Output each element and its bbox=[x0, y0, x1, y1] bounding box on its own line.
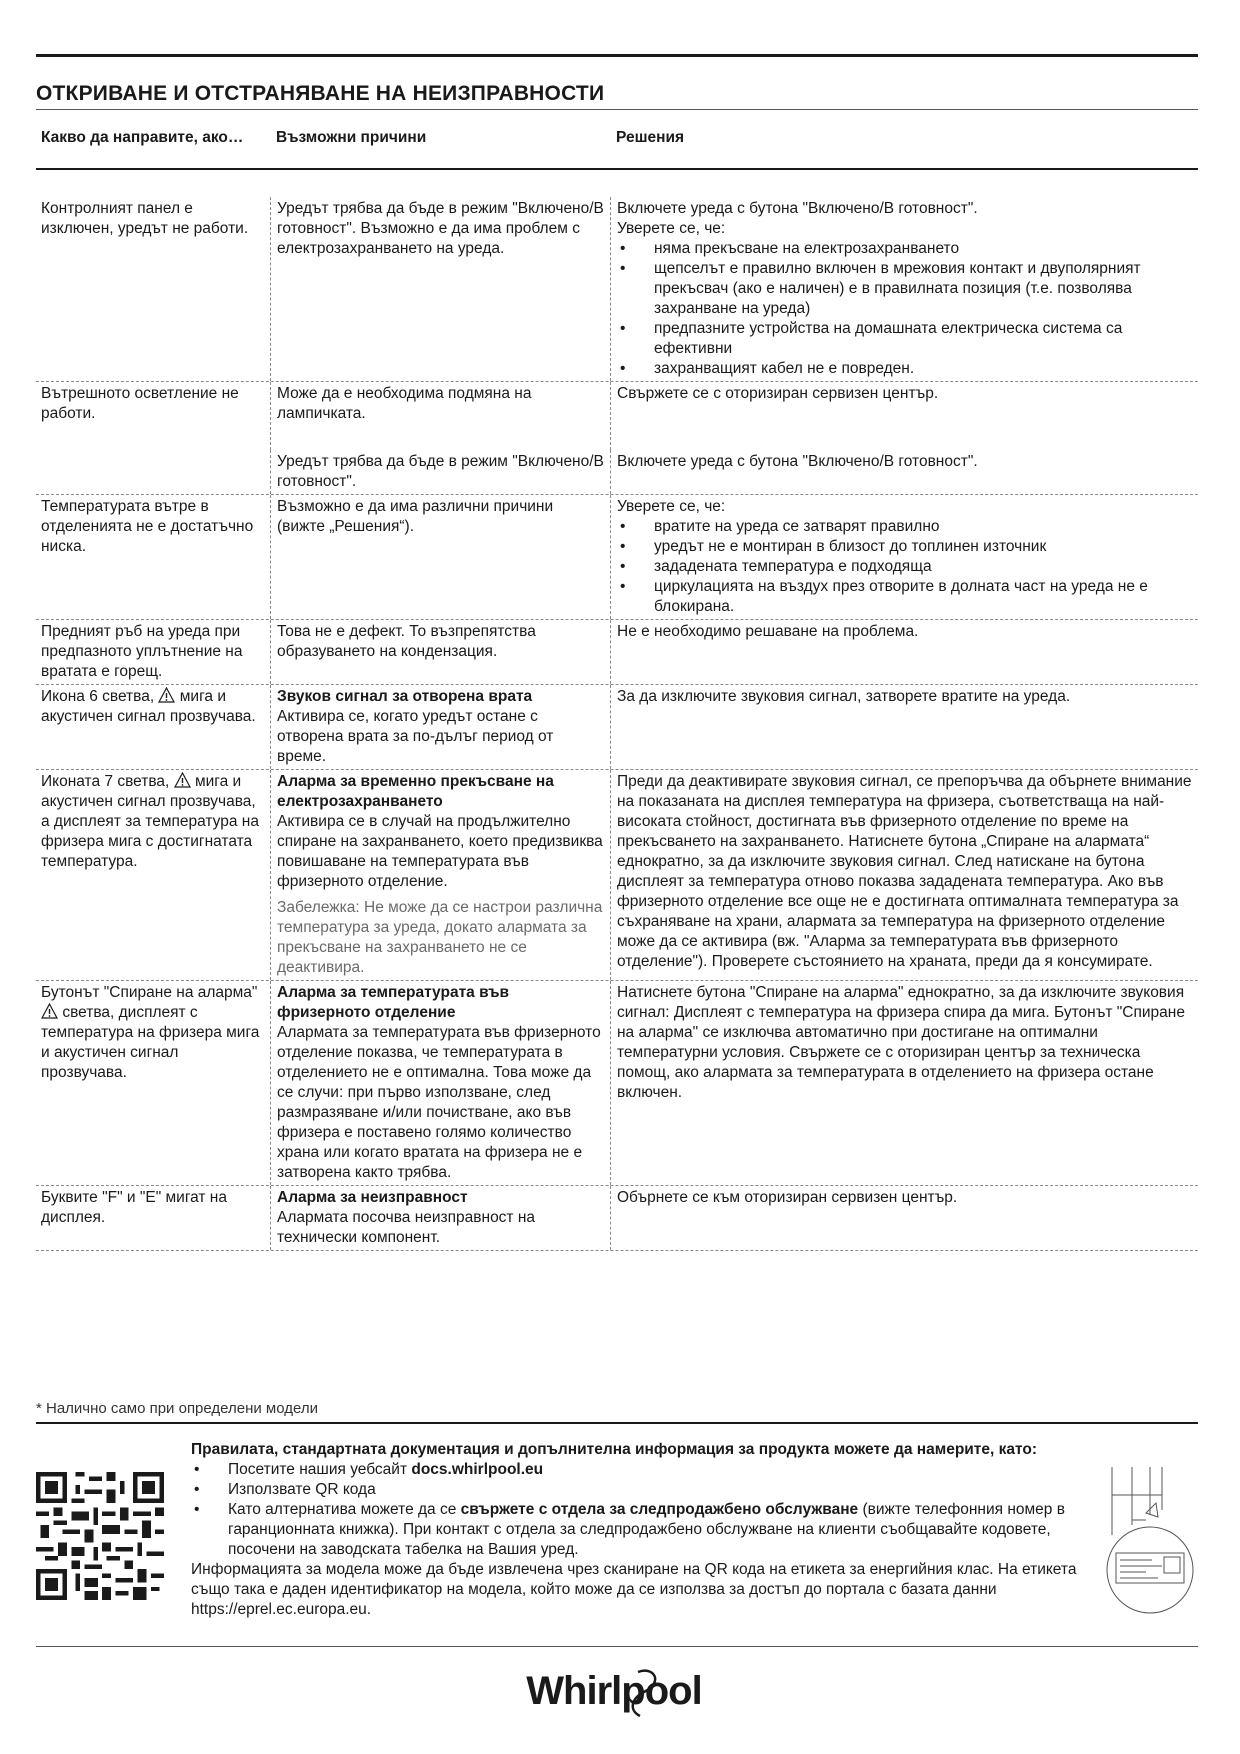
cause-title: Аларма за температурата във фризерното отделение bbox=[277, 984, 510, 1021]
bullet-text: предпазните устройства на домашната електрическа система са ефективни bbox=[654, 320, 1123, 357]
list-item bbox=[617, 239, 1194, 259]
solution-cell: За да изключите звуковия сигнал, затворете вратите на уреда. bbox=[610, 685, 1198, 769]
problem-text: мига и акустичен сигнал прозвучава. bbox=[41, 688, 256, 725]
problem-text: Иконата 7 светва, bbox=[41, 773, 170, 790]
solution-cell: Обърнете се към оторизиран сервизен център. bbox=[610, 1186, 1198, 1250]
problem-cell-empty bbox=[36, 450, 270, 494]
problem-cell bbox=[36, 770, 270, 980]
solution-cell: Преди да деактивирате звуковия сигнал, се препоръчва да обърнете внимание на показаната на дисплея температура на фризера, съответстваща на най-високата стойност, достигната във фризерното отделение по време на прекъсването на захранването. Натиснете бутона „Спиране на алармата“ еднократно, за да изключите звуковия сигнал. След натискане на бутона дисплеят за температура отново показва зададената температура. Ако във фризерното отделение все още не е достигната оптималната температура за съхраняване на храни, алармата за температура на фризерното отделение може да се активира (вж. "Аларма за температурата във фризерното отделение"). Проверете състоянието на храната, преди да я консумирате. bbox=[610, 770, 1198, 980]
solution-list bbox=[617, 239, 1194, 379]
solution-cell: Свържете се с оторизиран сервизен център. bbox=[610, 382, 1198, 450]
cause-text: Активира се в случай на продължително спиране на захранването, което предизвиква повишаване на температурата във фризерното отделение. bbox=[277, 813, 603, 890]
troubleshooting-table bbox=[36, 197, 1198, 1251]
header-rule bbox=[36, 168, 1198, 170]
problem-text: светва, дисплеят с температура на фризера мига и акустичен сигнал прозвучава. bbox=[41, 1004, 260, 1081]
cause-title: Аларма за неизправност bbox=[277, 1189, 468, 1206]
info-text: Като алтернатива можете да се bbox=[228, 1501, 461, 1518]
problem-cell bbox=[36, 685, 270, 769]
footnote: * Налично само при определени модели bbox=[36, 1400, 318, 1417]
title-rule bbox=[36, 109, 1198, 110]
bullet-icon: • bbox=[620, 538, 626, 555]
cause-cell bbox=[270, 685, 610, 769]
problem-cell: Контролният панел е изключен, уредът не работи. bbox=[41, 200, 249, 237]
info-text: (вижте телефонния номер в гаранционната книжка). При контакт с отдела за следпродажбено обслужване на клиенти съобщавайте кодовете, посочени на заводската табелка на Вашия уред. bbox=[228, 1501, 1065, 1558]
brand-logo-text: Whirlpool bbox=[526, 1669, 702, 1713]
solution-cell: Включете уреда с бутона "Включено/В готовност". bbox=[610, 450, 1198, 494]
info-paragraph: Информацията за модела може да бъде извлечена чрез сканиране на QR кода на етикета за енергийния клас. На етикета също така е даден идентификатор на модела, който може да се използва за достъп до портала с базата данни https://eprel.ec.europa.eu. bbox=[191, 1561, 1077, 1618]
bullet-icon: • bbox=[194, 1481, 200, 1498]
table-row bbox=[36, 685, 1198, 770]
bullet-icon: • bbox=[620, 240, 626, 257]
solution-cell: Натиснете бутона "Спиране на аларма" еднократно, за да изключите звуковия сигнал: Дисплеят с температура на фризера спира да мига. Бутонът "Спиране на аларма" се изключва автоматично при достигане на оптимални температурни условия. Свържете се с оторизиран център за техническа помощ, ако алармата за температурата в отделението на фризера остане включен. bbox=[610, 981, 1198, 1185]
info-list bbox=[191, 1460, 1091, 1560]
cause-text: Алармата посочва неизправност на технически компонент. bbox=[277, 1209, 536, 1246]
table-row bbox=[36, 450, 1198, 495]
table-row bbox=[36, 1186, 1198, 1251]
problem-cell: Вътрешното осветление не работи. bbox=[41, 385, 239, 422]
solution-check: Уверете се, че: bbox=[617, 220, 726, 237]
solution-list bbox=[617, 517, 1194, 617]
cause-title: Звуков сигнал за отворена врата bbox=[277, 688, 533, 705]
problem-text: мига и акустичен сигнал прозвучава, а дисплеят за температура на фризера мига с достигнатата температура. bbox=[41, 773, 259, 870]
warning-icon bbox=[41, 1003, 58, 1019]
bullet-icon: • bbox=[620, 320, 626, 337]
table-row bbox=[36, 495, 1198, 620]
column-header-problem: Какво да направите, ако… bbox=[41, 129, 244, 146]
table-row bbox=[36, 382, 1198, 450]
bullet-text: вратите на уреда се затварят правилно bbox=[654, 518, 940, 535]
solution-check: Уверете се, че: bbox=[617, 498, 726, 515]
warning-icon bbox=[174, 772, 191, 788]
list-item bbox=[191, 1460, 1091, 1480]
bullet-text: уредът не е монтиран в близост до топлинен източник bbox=[654, 538, 1047, 555]
solution-cell bbox=[610, 197, 1198, 381]
bullet-icon: • bbox=[620, 260, 626, 277]
solution-cell: Не е необходимо решаване на проблема. bbox=[610, 620, 1198, 684]
cause-cell: Може да е необходима подмяна на лампичката. bbox=[270, 382, 610, 450]
website-link[interactable]: docs.whirlpool.eu bbox=[411, 1461, 544, 1478]
table-row bbox=[36, 620, 1198, 685]
table-row bbox=[36, 981, 1198, 1186]
list-item bbox=[617, 517, 1194, 537]
column-header-solutions: Решения bbox=[616, 129, 685, 146]
cause-cell: Възможно е да има различни причини (вижте „Решения“). bbox=[270, 495, 610, 619]
bullet-icon: • bbox=[194, 1461, 200, 1478]
column-header-causes: Възможни причини bbox=[276, 129, 427, 146]
problem-text: Бутонът "Спиране на аларма" bbox=[41, 984, 258, 1001]
solution-cell bbox=[610, 495, 1198, 619]
footer-rule bbox=[36, 1422, 1198, 1424]
bullet-icon: • bbox=[620, 578, 626, 595]
info-block bbox=[191, 1440, 1091, 1620]
table-row bbox=[36, 197, 1198, 382]
cause-cell bbox=[270, 1186, 610, 1250]
bullet-text: няма прекъсване на електрозахранването bbox=[654, 240, 960, 257]
bullet-icon: • bbox=[620, 558, 626, 575]
warning-icon bbox=[158, 687, 175, 703]
problem-cell: Предният ръб на уреда при предпазното уплътнение на вратата е горещ. bbox=[41, 623, 243, 680]
cause-cell: Това не е дефект. То възпрепятства образуването на кондензация. bbox=[270, 620, 610, 684]
bullet-text: циркулацията на въздух през отворите в долната част на уреда не е блокирана. bbox=[654, 578, 1148, 615]
list-item bbox=[617, 359, 1194, 379]
cause-text: Активира се, когато уредът остане с отворена врата за по-дълъг период от време. bbox=[277, 708, 554, 765]
cause-cell: Уредът трябва да бъде в режим "Включено/В готовност". bbox=[270, 450, 610, 494]
cause-note: Забележка: Не може да се настрои различна температура за уреда, докато алармата за прекъсване на захранването не се деактивира. bbox=[277, 899, 603, 976]
info-text: Използвате QR кода bbox=[228, 1481, 376, 1498]
page-title: ОТКРИВАНЕ И ОТСТРАНЯВАНЕ НА НЕИЗПРАВНОСТИ bbox=[36, 82, 605, 105]
cause-title: Аларма за временно прекъсване на електрозахранването bbox=[277, 773, 554, 810]
info-text: Посетите нашия уебсайт bbox=[228, 1461, 412, 1478]
problem-cell: Температурата вътре в отделенията не е достатъчно ниска. bbox=[41, 498, 254, 555]
top-rule bbox=[36, 54, 1198, 57]
bottom-rule bbox=[36, 1646, 1198, 1647]
page bbox=[36, 0, 1198, 1754]
bullet-text: зададената температура е подходяща bbox=[654, 558, 932, 575]
cause-cell bbox=[270, 770, 610, 980]
bullet-icon: • bbox=[620, 360, 626, 377]
bullet-icon: • bbox=[194, 1501, 200, 1518]
problem-cell bbox=[36, 981, 270, 1185]
bullet-text: щепселът е правилно включен в мрежовия контакт и двуполярният прекъсвач (ако е наличен) е в правилната позиция (т.е. позволява захранване на уреда) bbox=[654, 260, 1141, 317]
problem-cell: Буквите "F" и "E" мигат на дисплея. bbox=[41, 1189, 227, 1226]
problem-text: Икона 6 светва, bbox=[41, 688, 155, 705]
list-item bbox=[617, 557, 1194, 577]
appliance-label-icon bbox=[1102, 1465, 1198, 1615]
table-row bbox=[36, 770, 1198, 981]
cause-text: Алармата за температурата във фризерното отделение показва, че температурата в отделението не е оптимална. Това може да се случи: при първо използване, след размразяване и/или почистване, ако във фризера е поставено голямо количество храна или когато вратата на фризера не е затворена както трябва. bbox=[277, 1024, 601, 1181]
cause-cell: Уредът трябва да бъде в режим "Включено/В готовност". Възможно е да има проблем с електрозахранването на уреда. bbox=[270, 197, 610, 381]
cause-cell bbox=[270, 981, 610, 1185]
solution-text: Включете уреда с бутона "Включено/В готовност". bbox=[617, 200, 978, 217]
list-item bbox=[617, 577, 1194, 617]
list-item bbox=[191, 1500, 1091, 1560]
list-item bbox=[191, 1480, 1091, 1500]
bullet-text: захранващият кабел не е повреден. bbox=[654, 360, 915, 377]
info-heading: Правилата, стандартната документация и допълнителна информация за продукта можете да намерите, като: bbox=[191, 1441, 1038, 1458]
bullet-icon: • bbox=[620, 518, 626, 535]
list-item bbox=[617, 259, 1194, 319]
info-bold: свържете с отдела за следпродажбено обслужване bbox=[460, 1501, 859, 1518]
qr-code-icon bbox=[36, 1472, 164, 1600]
whirlpool-logo bbox=[514, 1662, 714, 1722]
list-item bbox=[617, 319, 1194, 359]
list-item bbox=[617, 537, 1194, 557]
